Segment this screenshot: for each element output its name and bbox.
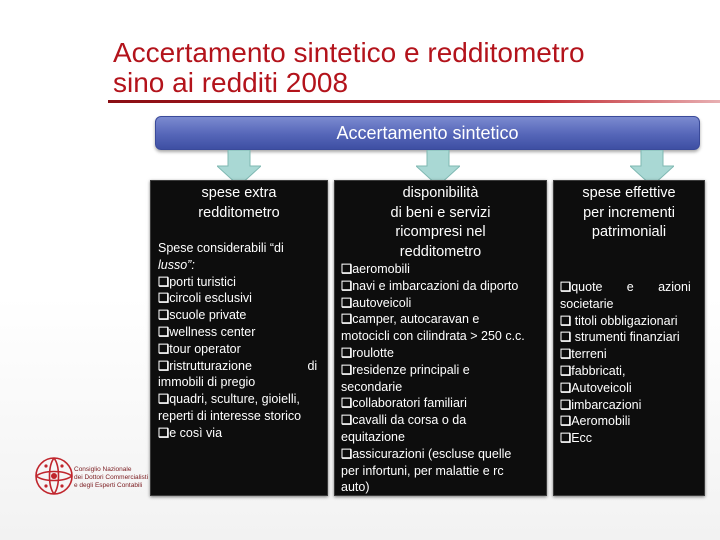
checkbox-bullet-icon: ❏: [341, 362, 353, 377]
checkbox-bullet-icon: ❏: [341, 295, 353, 310]
list-item-continuation: immobili di pregio: [158, 375, 256, 390]
panel-list: [341, 261, 545, 496]
panel-heading-line: redditometro: [198, 204, 280, 221]
logo-caption: [74, 466, 164, 490]
list-item: ❏collaboratori familiari: [341, 396, 467, 411]
panel-heading-line: spese extra: [201, 185, 277, 201]
list-item-continuation: auto): [341, 480, 370, 495]
checkbox-bullet-icon: ❏: [158, 308, 170, 323]
panel-heading: [151, 184, 327, 223]
checkbox-bullet-icon: ❏: [158, 324, 170, 339]
list-item: ❏terreni: [560, 347, 607, 362]
list-item: ❏Aeromobili: [560, 414, 631, 429]
list-item: ❏fabbricati,: [560, 363, 626, 378]
logo-caption-line: Consiglio Nazionale: [74, 466, 132, 473]
list-item-continuation: secondarie: [341, 379, 403, 394]
checkbox-bullet-icon: ❏: [560, 280, 572, 294]
checkbox-bullet-icon: ❏: [341, 396, 353, 411]
list-item: ❏e così via: [158, 425, 223, 440]
list-item: ❏ristrutturazione di: [158, 358, 318, 373]
panel-heading-line: spese effettive: [582, 185, 676, 201]
checkbox-bullet-icon: ❏: [158, 341, 170, 356]
panel-spese-effettive-incrementi: [553, 180, 705, 496]
panel-heading: [554, 184, 704, 243]
list-item-continuation: equitazione: [341, 429, 405, 444]
checkbox-bullet-icon: ❏: [158, 425, 170, 440]
list-item: ❏camper, autocaravan e: [341, 312, 480, 327]
list-item: ❏aeromobili: [341, 262, 410, 276]
list-item: ❏porti turistici: [158, 274, 236, 289]
checkbox-bullet-icon: ❏: [560, 313, 572, 328]
checkbox-bullet-icon: ❏: [158, 358, 170, 373]
checkbox-bullet-icon: ❏: [341, 312, 353, 327]
checkbox-bullet-icon: ❏: [560, 414, 572, 429]
list-item: ❏autoveicoli: [341, 295, 412, 310]
checkbox-bullet-icon: ❏: [341, 446, 353, 461]
checkbox-bullet-icon: ❏: [158, 392, 170, 407]
checkbox-bullet-icon: ❏: [341, 345, 353, 360]
checkbox-bullet-icon: ❏: [560, 397, 572, 412]
checkbox-bullet-icon: ❏: [560, 330, 572, 345]
panel-heading-line: ricompresi nel: [395, 224, 486, 240]
checkbox-bullet-icon: ❏: [341, 413, 353, 428]
logo-caption-line: e degli Esperti Contabili: [74, 482, 143, 489]
checkbox-bullet-icon: ❏: [341, 278, 353, 293]
panel-disponibilita-beni-servizi: [334, 180, 547, 496]
list-item-continuation: motocicli con cilindrata > 250 c.c.: [341, 329, 525, 344]
list-item: ❏wellness center: [158, 324, 256, 339]
slide-title-line-1: Accertamento sintetico e redditometro: [113, 37, 585, 68]
list-item: ❏navi e imbarcazioni da diporto: [341, 278, 519, 293]
panel-list: [560, 279, 703, 447]
checkbox-bullet-icon: ❏: [341, 262, 353, 276]
panel-heading: [335, 184, 546, 262]
intro-line: lusso”:: [158, 257, 195, 272]
list-item: ❏cavalli da corsa o da: [341, 413, 467, 428]
slide-title: [113, 38, 713, 98]
panel-heading-line: per incrementi: [583, 204, 675, 221]
panel-heading-line: patrimoniali: [591, 224, 667, 240]
panel-spese-extra-redditometro: [150, 180, 328, 496]
list-item: ❏Ecc: [560, 431, 593, 446]
panel-list: [158, 240, 324, 442]
list-item-continuation: reperti di interesse storico: [158, 408, 302, 423]
banner-accertamento-sintetico: Accertamento sintetico: [155, 116, 700, 150]
list-item-continuation: per infortuni, per malattie e rc: [341, 463, 504, 478]
list-item: ❏imbarcazioni: [560, 397, 642, 412]
list-item: ❏quadri, sculture, gioielli,: [158, 392, 300, 407]
checkbox-bullet-icon: ❏: [158, 291, 170, 306]
checkbox-bullet-icon: ❏: [560, 363, 572, 378]
checkbox-bullet-icon: ❏: [158, 274, 170, 289]
logo-caption-line: dei Dottori Commercialisti: [74, 474, 149, 481]
checkbox-bullet-icon: ❏: [560, 431, 572, 446]
list-item: ❏circoli esclusivi: [158, 291, 252, 306]
checkbox-bullet-icon: ❏: [560, 380, 572, 395]
list-item: ❏assicurazioni (escluse quelle: [341, 446, 512, 461]
slide-title-line-2: sino ai redditi 2008: [113, 67, 349, 98]
panel-heading-line: disponibilità: [402, 185, 479, 201]
intro-line: Spese considerabili “di: [158, 241, 284, 255]
list-item: ❏Autoveicoli: [560, 380, 632, 395]
panel-heading-line: redditometro: [399, 243, 482, 260]
list-item: ❏roulotte: [341, 345, 394, 360]
list-item: ❏residenze principali e: [341, 362, 470, 377]
panel-heading-line: di beni e servizi: [390, 204, 491, 221]
list-item: ❏ titoli obbligazionari: [560, 313, 678, 328]
list-item: ❏quote e azioni: [560, 280, 691, 294]
list-item: ❏ strumenti finanziari: [560, 330, 680, 345]
list-item: ❏scuole private: [158, 308, 247, 323]
checkbox-bullet-icon: ❏: [560, 347, 572, 362]
title-divider: [108, 100, 720, 103]
list-item: ❏tour operator: [158, 341, 241, 356]
list-item-continuation: societarie: [560, 296, 614, 311]
